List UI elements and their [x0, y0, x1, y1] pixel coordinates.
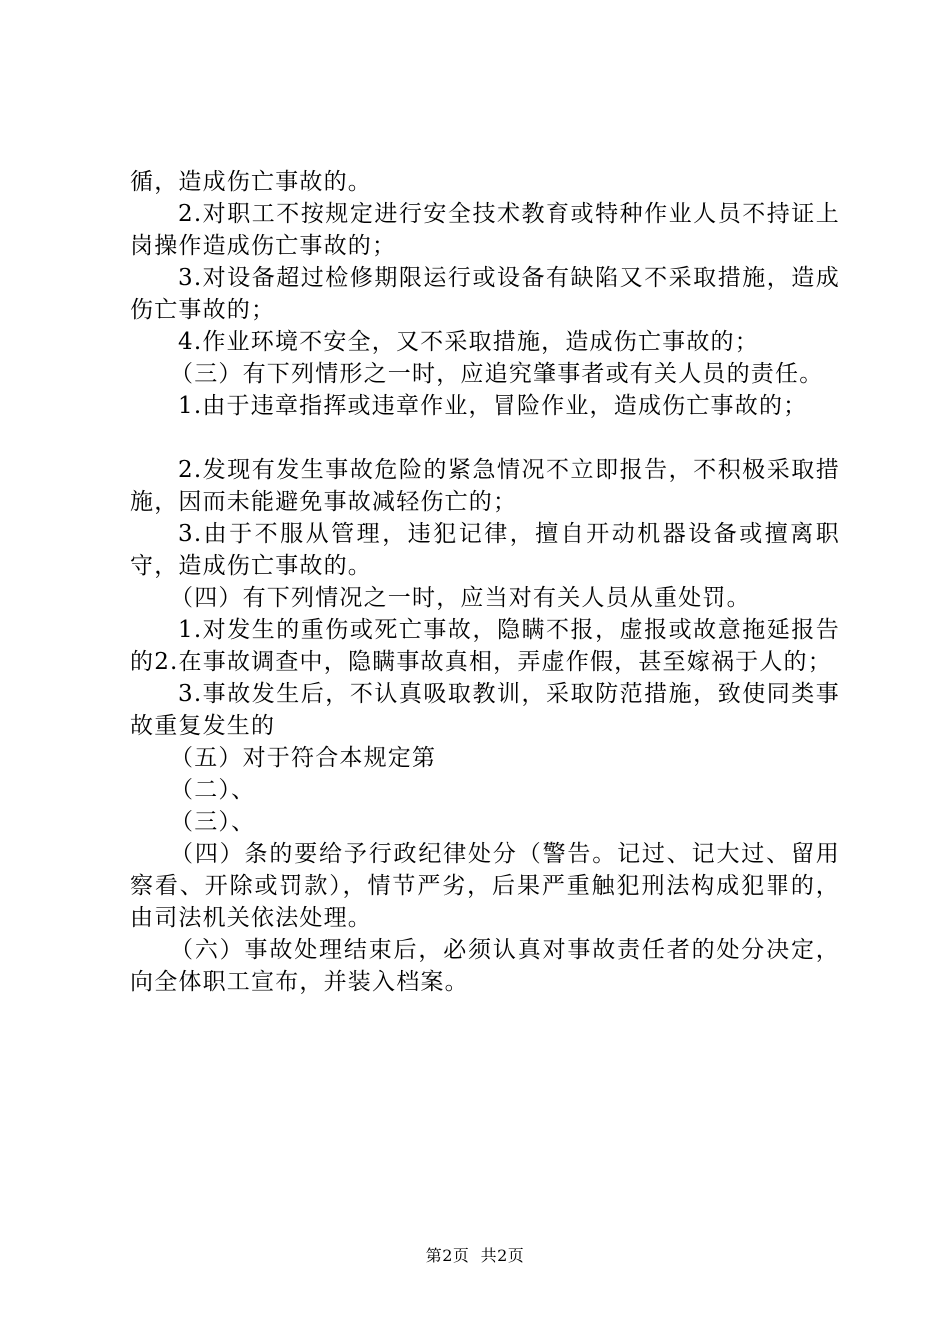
paragraph-5: （三）有下列情形之一时，应追究肇事者或有关人员的责任。 [170, 361, 824, 387]
paragraph-15: （四）条的要给予行政纪律处分（警告。记过、记大过、留用察看、开除或罚款），情节严劣，后果严重触犯刑法构成犯罪的，由司法机关依法处理。 [130, 841, 840, 931]
paragraph-7: 2.发现有发生事故危险的紧急情况不立即报告，不积极采取措施，因而未能避免事故减轻伤亡的； [130, 457, 840, 515]
page-number-label: 第2页 共2页 [425, 1246, 525, 1265]
document-body [130, 166, 840, 998]
page-footer [0, 1243, 950, 1266]
paragraph-3: 3.对设备超过检修期限运行或设备有缺陷又不采取措施，造成伤亡事故的； [130, 265, 840, 323]
paragraph-13: （二）、 [170, 777, 256, 803]
paragraph-8: 3.由于不服从管理，违犯记律，擅自开动机器设备或擅离职守，造成伤亡事故的。 [130, 521, 840, 579]
paragraph-12: （五）对于符合本规定第 [170, 745, 437, 771]
paragraph-10: 1.对发生的重伤或死亡事故，隐瞒不报，虚报或故意拖延报告的2.在事故调查中，隐瞒事故真相，弄虚作假，甚至嫁祸于人的； [130, 617, 840, 675]
blank-line [130, 422, 840, 454]
paragraph-6: 1.由于违章指挥或违章作业，冒险作业，造成伤亡事故的； [178, 393, 808, 419]
paragraph-16: （六）事故处理结束后，必须认真对事故责任者的处分决定，向全体职工宣布，并装入档案。 [130, 937, 840, 995]
paragraph-1: 循，造成伤亡事故的。 [130, 169, 372, 195]
paragraph-4: 4.作业环境不安全，又不采取措施，造成伤亡事故的； [178, 329, 759, 355]
paragraph-11: 3.事故发生后，不认真吸取教训，采取防范措施，致使同类事故重复发生的 [130, 681, 840, 739]
paragraph-2: 2.对职工不按规定进行安全技术教育或特种作业人员不持证上岗操作造成伤亡事故的； [130, 201, 840, 259]
paragraph-9: （四）有下列情况之一时，应当对有关人员从重处罚。 [170, 585, 751, 611]
paragraph-14: （三）、 [170, 809, 256, 835]
